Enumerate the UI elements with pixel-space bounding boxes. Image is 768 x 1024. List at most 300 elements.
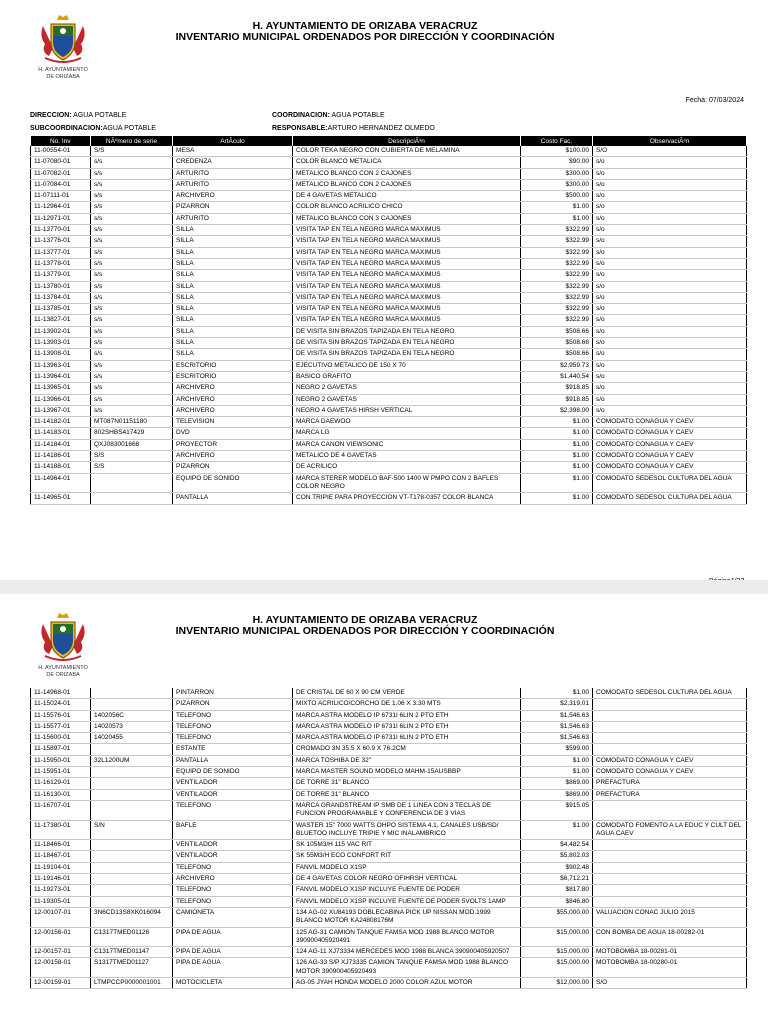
cell-articulo: SILLA	[173, 236, 293, 247]
cell-no-inv: 11-13776-01	[31, 236, 91, 247]
cell-articulo: TELEFONO	[173, 721, 293, 732]
cell-observacion: PREFACTURA	[593, 789, 747, 800]
cell-no-inv: 12-00158-01	[31, 958, 91, 978]
table-row	[31, 338, 747, 349]
direccion-label: DIRECCION:	[30, 112, 72, 119]
cell-no-inv: 11-13777-01	[31, 247, 91, 258]
cell-no-inv: 11-15951-01	[31, 767, 91, 778]
cell-descripcion: VISITA TAP EN TELA NEGRO MARCA MAXIMUS	[293, 236, 521, 247]
cell-serie: s/s	[91, 213, 173, 224]
report-date: Fecha: 07/03/2024	[685, 97, 744, 104]
cell-observacion: s/o	[593, 338, 747, 349]
cell-no-inv: 11-12964-01	[31, 202, 91, 213]
cell-no-inv: 11-18467-01	[31, 851, 91, 862]
cell-costo: $322.99	[521, 315, 593, 326]
subcoordinacion-value: AGUA POTABLE	[102, 125, 156, 132]
table-row	[31, 157, 747, 168]
cell-serie	[91, 778, 173, 789]
page-subtitle: INVENTARIO MUNICIPAL ORDENADOS POR DIRECCIÓN Y COORDINACIÓN	[175, 625, 555, 637]
cell-no-inv: 11-13966-01	[31, 394, 91, 405]
cell-observacion: s/o	[593, 326, 747, 337]
cell-articulo: BAFLE	[173, 820, 293, 840]
cell-articulo: VENTILADOR	[173, 840, 293, 851]
cell-observacion: s/o	[593, 202, 747, 213]
cell-observacion: S/O	[593, 978, 747, 989]
table-row	[31, 270, 747, 281]
cell-descripcion: MARCA DAEWOO	[293, 417, 521, 428]
cell-observacion: s/o	[593, 258, 747, 269]
cell-costo: $1.00	[521, 493, 593, 504]
cell-descripcion: VISITA TAP EN TELA NEGRO MARCA MAXIMUS	[293, 304, 521, 315]
cell-descripcion: MARCA GRANDSTREAM IP SMB DE 1 LINEA CON 3 TECLAS DE FUNCION PROGRAMABLE Y CONFERENCIA DE 3 VIAS	[293, 800, 521, 820]
table-row	[31, 820, 747, 840]
cell-serie	[91, 789, 173, 800]
cell-costo: $1.00	[521, 213, 593, 224]
cell-articulo: ARCHIVERO	[173, 451, 293, 462]
cell-costo: $918.85	[521, 383, 593, 394]
cell-observacion: s/o	[593, 394, 747, 405]
cell-observacion	[593, 800, 747, 820]
cell-no-inv: 11-00554-01	[31, 146, 91, 157]
cell-costo: $322.99	[521, 258, 593, 269]
cell-serie: s/s	[91, 383, 173, 394]
cell-costo: $1.00	[521, 820, 593, 840]
table-row	[31, 236, 747, 247]
table-row	[31, 840, 747, 851]
cell-costo: $500.00	[521, 191, 593, 202]
cell-costo: $6,712.21	[521, 874, 593, 885]
cell-serie: s/s	[91, 315, 173, 326]
cell-articulo: TELEFONO	[173, 710, 293, 721]
cell-articulo: ARCHIVERO	[173, 191, 293, 202]
cell-serie: s/s	[91, 168, 173, 179]
cell-no-inv: 11-17380-01	[31, 820, 91, 840]
cell-observacion: s/o	[593, 270, 747, 281]
cell-costo: $1.00	[521, 202, 593, 213]
cell-serie: s/s	[91, 270, 173, 281]
cell-serie: s/s	[91, 225, 173, 236]
cell-articulo: SILLA	[173, 315, 293, 326]
cell-observacion: COMODATO SEDESOL CULTURA DEL AGUA	[593, 688, 747, 699]
cell-articulo: PIZARRON	[173, 699, 293, 710]
cell-costo: $599.00	[521, 744, 593, 755]
page-separator	[0, 580, 768, 594]
table-row	[31, 778, 747, 789]
cell-costo: $322.99	[521, 270, 593, 281]
cell-costo: $12,000.00	[521, 978, 593, 989]
cell-descripcion: DE VISITA SIN BRAZOS TAPIZADA EN TELA NEGRO	[293, 349, 521, 360]
table-row	[31, 710, 747, 721]
subcoordinacion-label: SUBCOORDINACION:	[30, 125, 103, 132]
cell-observacion: s/o	[593, 168, 747, 179]
cell-serie: s/s	[91, 236, 173, 247]
table-row	[31, 258, 747, 269]
table-row	[31, 462, 747, 473]
cell-serie: s/s	[91, 326, 173, 337]
cell-costo: $508.66	[521, 326, 593, 337]
cell-costo: $846.80	[521, 896, 593, 907]
cell-observacion	[593, 885, 747, 896]
cell-no-inv: 11-13963-01	[31, 360, 91, 371]
cell-articulo: TELEFONO	[173, 800, 293, 820]
page-title: H. AYUNTAMIENTO DE ORIZABA VERACRUZ	[252, 614, 478, 626]
direccion-field	[30, 112, 126, 119]
table-row	[31, 721, 747, 732]
cell-costo: $1.00	[521, 473, 593, 493]
cell-costo: $1,440.54	[521, 371, 593, 382]
table-row	[31, 493, 747, 504]
cell-observacion: s/o	[593, 236, 747, 247]
cell-serie: C1317TMED01147	[91, 947, 173, 958]
cell-descripcion: DE CRISTAL DE 60 X 90 CM VERDE	[293, 688, 521, 699]
cell-costo: $15,000.00	[521, 947, 593, 958]
cell-serie: s/s	[91, 292, 173, 303]
cell-descripcion: COLOR TEKA NEGRO CON CUBIERTA DE MELAMINA	[293, 146, 521, 157]
cell-observacion	[593, 874, 747, 885]
cell-articulo: PANTALLA	[173, 493, 293, 504]
cell-observacion: COMODATO CONAGUA Y CAEV	[593, 462, 747, 473]
cell-articulo: PROYECTOR	[173, 439, 293, 450]
table-row	[31, 428, 747, 439]
cell-serie	[91, 840, 173, 851]
cell-observacion: COMODATO SEDESOL CULTURA DEL AGUA	[593, 493, 747, 504]
cell-descripcion: SK 55M3/H ECO CONFORT RIT	[293, 851, 521, 862]
cell-observacion: s/o	[593, 371, 747, 382]
cell-descripcion: METALICO BLANCO CON 2 CAJONES	[293, 168, 521, 179]
cell-serie: s/s	[91, 281, 173, 292]
cell-costo: $1,546.63	[521, 733, 593, 744]
cell-descripcion: BASICO GRAFITO	[293, 371, 521, 382]
cell-serie: s/s	[91, 349, 173, 360]
table-row	[31, 874, 747, 885]
table-row	[31, 439, 747, 450]
cell-costo: $322.99	[521, 281, 593, 292]
cell-articulo: ARTURITO	[173, 179, 293, 190]
cell-observacion: COMODATO CONAGUA Y CAEV	[593, 755, 747, 766]
cell-observacion: COMODATO CONAGUA Y CAEV	[593, 428, 747, 439]
table-row	[31, 315, 747, 326]
table-row	[31, 851, 747, 862]
table-row	[31, 417, 747, 428]
cell-observacion: s/o	[593, 304, 747, 315]
cell-costo: $508.66	[521, 349, 593, 360]
cell-articulo: PANTALLA	[173, 755, 293, 766]
cell-no-inv: 11-13908-01	[31, 349, 91, 360]
cell-articulo: TELEFONO	[173, 885, 293, 896]
cell-costo: $902.48	[521, 862, 593, 873]
cell-no-inv: 11-13779-01	[31, 270, 91, 281]
table-row	[31, 473, 747, 493]
cell-costo: $322.99	[521, 292, 593, 303]
cell-serie	[91, 493, 173, 504]
cell-observacion: S/O	[593, 146, 747, 157]
cell-costo: $1.00	[521, 439, 593, 450]
cell-articulo: VENTILADOR	[173, 789, 293, 800]
cell-no-inv: 11-13770-01	[31, 225, 91, 236]
table-row	[31, 767, 747, 778]
cell-no-inv: 11-13965-01	[31, 383, 91, 394]
cell-descripcion: MIXTO ACRILICO/CORCHO DE 1.06 X 3.30 MTS	[293, 699, 521, 710]
cell-serie: LTMPCCP0000001001	[91, 978, 173, 989]
cell-no-inv: 11-07082-01	[31, 168, 91, 179]
cell-serie: C1317TMED01126	[91, 927, 173, 947]
cell-serie: 802SHBS417429	[91, 428, 173, 439]
cell-serie	[91, 896, 173, 907]
col-header-descripcion: DescripciÃ³n	[293, 136, 521, 146]
table-row	[31, 191, 747, 202]
cell-no-inv: 11-12971-01	[31, 213, 91, 224]
cell-articulo: PIPA DE AGUA	[173, 947, 293, 958]
cell-serie: s/s	[91, 247, 173, 258]
cell-observacion: s/o	[593, 292, 747, 303]
col-header-observacion: ObservaciÃ³n	[593, 136, 747, 146]
cell-costo: $1,546.63	[521, 710, 593, 721]
cell-descripcion: VISITA TAP EN TELA NEGRO MARCA MAXIMUS	[293, 281, 521, 292]
logo-caption-1: H. AYUNTAMIENTO	[38, 67, 88, 73]
table-row	[31, 349, 747, 360]
page-subtitle: INVENTARIO MUNICIPAL ORDENADOS POR DIRECCIÓN Y COORDINACIÓN	[175, 31, 555, 43]
cell-descripcion: MARCA CANON VIEWSONIC	[293, 439, 521, 450]
responsable-field	[272, 125, 435, 132]
cell-observacion: s/o	[593, 349, 747, 360]
cell-descripcion: VISITA TAP EN TELA NEGRO MARCA MAXIMUS	[293, 225, 521, 236]
cell-descripcion: NEGRO 2 GAVETAS	[293, 383, 521, 394]
cell-costo: $2,398.00	[521, 405, 593, 416]
table-row	[31, 168, 747, 179]
cell-no-inv: 11-07084-01	[31, 179, 91, 190]
subcoordinacion-field	[30, 125, 156, 132]
table-row	[31, 699, 747, 710]
cell-articulo: PIZARRON	[173, 462, 293, 473]
cell-serie: S/S	[91, 146, 173, 157]
cell-no-inv: 11-14184-01	[31, 439, 91, 450]
cell-observacion: s/o	[593, 383, 747, 394]
cell-descripcion: FANVIL MODELO X1SP INCLUYE FUENTE DE PODER 5VOLTS 1AMP	[293, 896, 521, 907]
cell-observacion: s/o	[593, 247, 747, 258]
cell-no-inv: 12-00159-01	[31, 978, 91, 989]
cell-observacion: s/o	[593, 405, 747, 416]
cell-serie: 3N6CD13S8XK016094	[91, 907, 173, 927]
table-row	[31, 907, 747, 927]
cell-costo: $300.00	[521, 168, 593, 179]
cell-serie: s/s	[91, 157, 173, 168]
cell-serie	[91, 862, 173, 873]
cell-observacion: COMODATO CONAGUA Y CAEV	[593, 767, 747, 778]
cell-articulo: TELEVISION	[173, 417, 293, 428]
cell-no-inv: 11-14188-01	[31, 462, 91, 473]
cell-serie: S1317TMED01127	[91, 958, 173, 978]
cell-articulo: PINTARRON	[173, 688, 293, 699]
table-row	[31, 927, 747, 947]
cell-descripcion: CROMADO 3N 35.5 X 60.9 X 76.2CM	[293, 744, 521, 755]
cell-descripcion: DE VISITA SIN BRAZOS TAPIZADA EN TELA NEGRO	[293, 338, 521, 349]
cell-no-inv: 11-14964-01	[31, 473, 91, 493]
page-title: H. AYUNTAMIENTO DE ORIZABA VERACRUZ	[252, 20, 478, 32]
cell-no-inv: 11-19273-01	[31, 885, 91, 896]
cell-no-inv: 11-13967-01	[31, 405, 91, 416]
table-row	[31, 213, 747, 224]
cell-observacion: s/o	[593, 213, 747, 224]
cell-no-inv: 11-07080-01	[31, 157, 91, 168]
cell-no-inv: 11-14183-01	[31, 428, 91, 439]
table-row	[31, 146, 747, 157]
table-row	[31, 179, 747, 190]
cell-observacion: COMODATO FOMENTO A LA EDUC Y CULT DEL AGUA CAEV	[593, 820, 747, 840]
cell-observacion	[593, 733, 747, 744]
cell-articulo: CAMIONETA	[173, 907, 293, 927]
table-row	[31, 292, 747, 303]
cell-articulo: ARCHIVERO	[173, 394, 293, 405]
cell-costo: $100.00	[521, 146, 593, 157]
cell-descripcion: DE TORRE 31" BLANCO	[293, 778, 521, 789]
cell-costo: $1,546.63	[521, 721, 593, 732]
cell-descripcion: SK 105M3/H 115 VAC RIT	[293, 840, 521, 851]
cell-articulo: SILLA	[173, 292, 293, 303]
cell-serie: s/s	[91, 191, 173, 202]
cell-no-inv: 11-13902-01	[31, 326, 91, 337]
cell-articulo: SILLA	[173, 258, 293, 269]
cell-serie: s/s	[91, 304, 173, 315]
cell-articulo: VENTILADOR	[173, 778, 293, 789]
cell-observacion: s/o	[593, 191, 747, 202]
cell-observacion	[593, 896, 747, 907]
cell-no-inv: 11-14182-01	[31, 417, 91, 428]
cell-observacion	[593, 840, 747, 851]
cell-observacion: MOTOBOMBA 18-00280-01	[593, 958, 747, 978]
cell-costo: $1.00	[521, 462, 593, 473]
cell-descripcion: VISITA TAP EN TELA NEGRO MARCA MAXIMUS	[293, 258, 521, 269]
cell-observacion	[593, 699, 747, 710]
cell-costo: $2,959.73	[521, 360, 593, 371]
cell-descripcion: 126 AG-33 S/P XJ73335 CAMION TANQUE FAMSA MOD 1988 BLANCO MOTOR 390900405920493	[293, 958, 521, 978]
cell-descripcion: COLOR BLANCO METALICA	[293, 157, 521, 168]
cell-articulo: ESCRITORIO	[173, 360, 293, 371]
cell-costo: $1.00	[521, 428, 593, 439]
table-header-row	[31, 136, 747, 146]
cell-descripcion: EJECUTIVO METALICO DE 150 X 70	[293, 360, 521, 371]
cell-articulo: EQUIPO DE SONIDO	[173, 473, 293, 493]
cell-observacion: s/o	[593, 360, 747, 371]
cell-articulo: SILLA	[173, 338, 293, 349]
cell-serie: s/s	[91, 360, 173, 371]
cell-serie	[91, 473, 173, 493]
cell-descripcion: CON TRIPIE PARA PROYECCION VT-T178-0357 COLOR BLANCA	[293, 493, 521, 504]
cell-costo: $300.00	[521, 179, 593, 190]
cell-no-inv: 12-00156-01	[31, 927, 91, 947]
cell-descripcion: NEGRO 4 GAVETAS HIRSH VERTICAL	[293, 405, 521, 416]
cell-descripcion: METALICO DE 4 GAVETAS	[293, 451, 521, 462]
cell-no-inv: 11-19146-01	[31, 874, 91, 885]
table-row	[31, 800, 747, 820]
cell-descripcion: VISITA TAP EN TELA NEGRO MARCA MAXIMUS	[293, 315, 521, 326]
cell-no-inv: 11-14965-01	[31, 493, 91, 504]
coat-of-arms-icon	[35, 610, 91, 662]
cell-descripcion: 125 AG-31 CAMION TANQUE FAMSA MOD 1988 BLANCO MOTOR 390900405920491	[293, 927, 521, 947]
cell-articulo: PIPA DE AGUA	[173, 958, 293, 978]
cell-articulo: TELEFONO	[173, 733, 293, 744]
cell-no-inv: 11-13785-01	[31, 304, 91, 315]
cell-articulo: SILLA	[173, 281, 293, 292]
municipal-logo	[34, 12, 92, 90]
cell-serie	[91, 744, 173, 755]
cell-costo: $2,319.01	[521, 699, 593, 710]
table-row	[31, 958, 747, 978]
cell-no-inv: 12-00107-01	[31, 907, 91, 927]
cell-serie: s/s	[91, 258, 173, 269]
coordinacion-field	[272, 112, 385, 119]
cell-no-inv: 11-15600-01	[31, 733, 91, 744]
cell-serie	[91, 851, 173, 862]
cell-observacion: VALUACION CONAC JULIO 2015	[593, 907, 747, 927]
cell-observacion: PREFACTURA	[593, 778, 747, 789]
table-row	[31, 896, 747, 907]
cell-articulo: PIPA DE AGUA	[173, 927, 293, 947]
cell-descripcion: DE 4 GAVETAS METALICO	[293, 191, 521, 202]
cell-observacion: s/o	[593, 225, 747, 236]
cell-serie: s/s	[91, 338, 173, 349]
table-row	[31, 688, 747, 699]
cell-no-inv: 11-13827-01	[31, 315, 91, 326]
cell-observacion: s/o	[593, 157, 747, 168]
table-row	[31, 326, 747, 337]
cell-observacion: MOTOBOMBA 18-00281-01	[593, 947, 747, 958]
cell-no-inv: 11-18466-01	[31, 840, 91, 851]
cell-costo: $322.99	[521, 304, 593, 315]
table-row	[31, 451, 747, 462]
cell-costo: $915.05	[521, 800, 593, 820]
coordinacion-label: COORDINACION:	[272, 112, 330, 119]
cell-articulo: MESA	[173, 146, 293, 157]
cell-costo: $55,000.00	[521, 907, 593, 927]
cell-descripcion: MARCA ASTRA MODELO IP 6731I 6LIN 2 PTO ETH	[293, 733, 521, 744]
cell-descripcion: NEGRO 2 GAVETAS	[293, 394, 521, 405]
table-row	[31, 885, 747, 896]
cell-observacion: COMODATO CONAGUA Y CAEV	[593, 451, 747, 462]
cell-costo: $15,000.00	[521, 958, 593, 978]
cell-serie: s/s	[91, 405, 173, 416]
cell-serie: 1402056C	[91, 710, 173, 721]
responsable-value: ARTURO HERNANDEZ OLMEDO	[327, 125, 435, 132]
cell-observacion	[593, 744, 747, 755]
cell-descripcion: DE 4 GAVETAS COLOR NEGRO OFIHRSH VERTICAL	[293, 874, 521, 885]
cell-serie: S/S	[91, 451, 173, 462]
cell-costo: $918.85	[521, 394, 593, 405]
cell-observacion: COMODATO CONAGUA Y CAEV	[593, 417, 747, 428]
cell-costo: $5,802.03	[521, 851, 593, 862]
cell-no-inv: 12-00157-01	[31, 947, 91, 958]
cell-descripcion: 124 AG-11 XJ73334 MERCEDES MOD 1988 BLANCA 390900405920507	[293, 947, 521, 958]
cell-descripcion: COLOR BLANCO ACRILICO CHICO	[293, 202, 521, 213]
cell-costo: $869.00	[521, 778, 593, 789]
document-page-2	[0, 594, 768, 1024]
cell-no-inv: 11-16129-01	[31, 778, 91, 789]
table-row	[31, 789, 747, 800]
cell-serie: s/s	[91, 202, 173, 213]
cell-no-inv: 11-15576-01	[31, 710, 91, 721]
cell-serie	[91, 885, 173, 896]
cell-observacion	[593, 851, 747, 862]
table-row	[31, 371, 747, 382]
inventory-table-body	[31, 688, 747, 989]
cell-observacion: s/o	[593, 315, 747, 326]
cell-costo: $508.66	[521, 338, 593, 349]
cell-observacion	[593, 862, 747, 873]
cell-descripcion: DE TORRE 31" BLANCO	[293, 789, 521, 800]
table-row	[31, 733, 747, 744]
table-row	[31, 744, 747, 755]
cell-serie: S/S	[91, 462, 173, 473]
cell-articulo: TELEFONO	[173, 896, 293, 907]
